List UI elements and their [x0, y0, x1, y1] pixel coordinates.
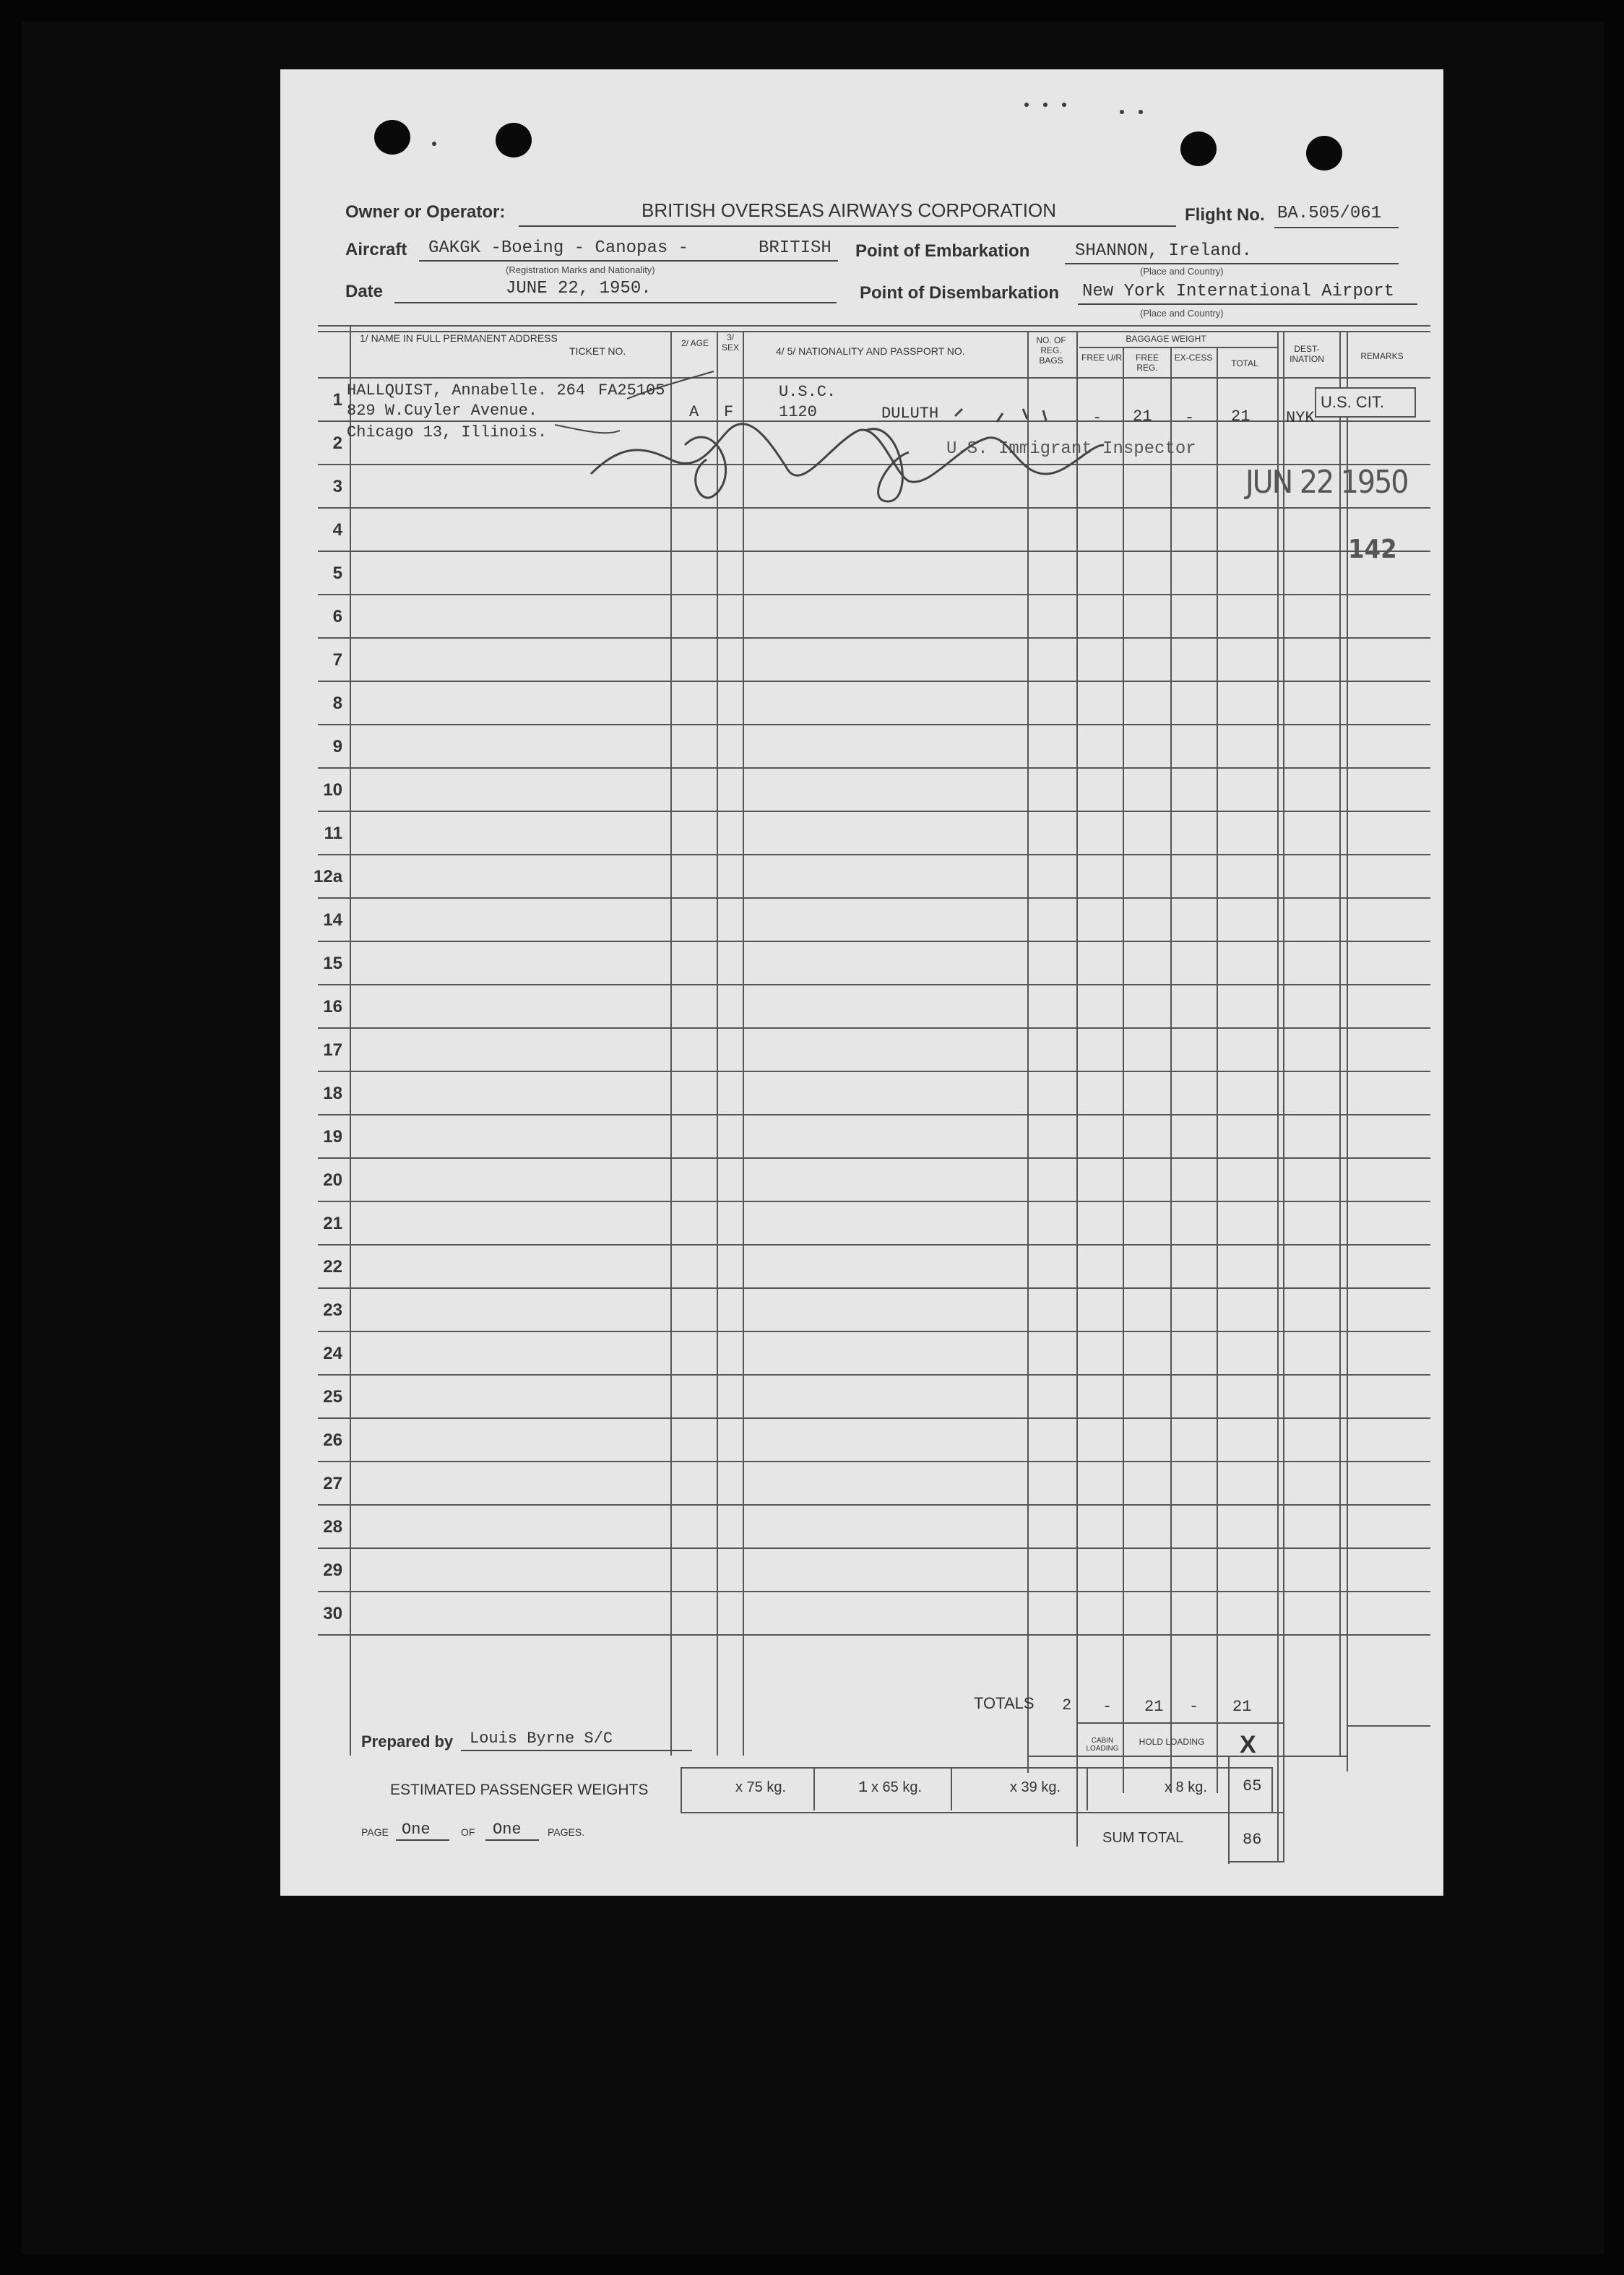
- row-line: [318, 1374, 1430, 1376]
- weight-8: x 8 kg.: [1165, 1779, 1207, 1795]
- header-baggage: BAGGAGE WEIGHT: [1126, 334, 1206, 344]
- row-number: 25: [323, 1387, 342, 1407]
- row-number: 16: [323, 997, 342, 1016]
- prepared-label: Prepared by: [361, 1732, 454, 1751]
- check-mark: X: [1240, 1731, 1256, 1758]
- row-line: [318, 1244, 1430, 1246]
- header-remarks: REMARKS: [1360, 351, 1404, 361]
- row-line: [318, 897, 1430, 899]
- entry-name-line3: Chicago 13, Illinois.: [347, 423, 548, 441]
- row-number: 9: [332, 737, 342, 756]
- row-number: 22: [323, 1257, 342, 1277]
- page-underline: [396, 1839, 449, 1841]
- row-number: 17: [323, 1040, 342, 1060]
- header-sex: 3/ SEX: [721, 332, 739, 353]
- weight-75: x 75 kg.: [735, 1779, 787, 1795]
- header-excess: EX-CESS: [1174, 353, 1213, 363]
- disembark-sub: (Place and Country): [1140, 308, 1224, 319]
- sum-bottom-line: [1228, 1861, 1283, 1862]
- totals-free-reg: 21: [1144, 1698, 1164, 1716]
- row-number: 28: [323, 1517, 342, 1537]
- embark-label: Point of Embarkation: [855, 241, 1030, 261]
- row-number: 7: [332, 650, 342, 670]
- of-underline: [485, 1839, 539, 1841]
- row-line: [318, 941, 1430, 942]
- sum-divider: [1228, 1812, 1283, 1813]
- weight-39: x 39 kg.: [1010, 1779, 1061, 1795]
- entry-nationality: U.S.C.: [779, 383, 837, 401]
- row-number: 29: [323, 1560, 342, 1580]
- row-line: [318, 637, 1430, 639]
- row-line: [318, 811, 1430, 812]
- row-line: [318, 1114, 1430, 1115]
- aircraft-sub: (Registration Marks and Nationality): [506, 264, 655, 275]
- cabin-loading: CABIN LOADING: [1086, 1737, 1119, 1753]
- embark-sub: (Place and Country): [1140, 266, 1224, 277]
- row-line: [318, 1591, 1430, 1592]
- remarks-bottom-line: [1347, 1725, 1430, 1727]
- row-line: [318, 1027, 1430, 1029]
- sum-total-label: SUM TOTAL: [1102, 1830, 1184, 1846]
- totals-bottom-line: [1076, 1722, 1283, 1724]
- stamp-number: 142: [1348, 535, 1397, 564]
- entry-total: 21: [1231, 407, 1251, 426]
- totals-total: 21: [1232, 1698, 1252, 1716]
- row-line: [318, 984, 1430, 985]
- of-label: OF: [461, 1826, 475, 1838]
- weights-divider: [813, 1769, 815, 1810]
- row-line: [318, 1504, 1430, 1506]
- estimated-weights-label: ESTIMATED PASSENGER WEIGHTS: [390, 1782, 649, 1798]
- entry-passport: 1120: [779, 403, 817, 421]
- header-nationality: 4/ 5/ NATIONALITY AND PASSPORT NO.: [776, 345, 965, 357]
- row-number: 30: [323, 1604, 342, 1623]
- header-total: TOTAL: [1231, 358, 1258, 368]
- weight-65: x 65 kg.: [871, 1779, 923, 1795]
- row-line: [318, 1287, 1430, 1289]
- entry-free-ur: -: [1092, 409, 1102, 427]
- entry-free-reg: 21: [1133, 407, 1152, 426]
- entry-passport-place: DULUTH: [881, 405, 939, 423]
- row-number: 18: [323, 1084, 342, 1103]
- entry-name-line1: HALLQUIST, Annabelle. 264: [347, 381, 586, 400]
- row-line: [318, 681, 1430, 682]
- pages-label: PAGES.: [548, 1826, 585, 1838]
- entry-age: A: [689, 403, 699, 421]
- estimated-weight-value: 65: [1243, 1777, 1262, 1795]
- header-name: 1/ NAME IN FULL PERMANENT ADDRESS: [360, 332, 558, 344]
- totals-excess: -: [1189, 1698, 1199, 1716]
- row-line: [318, 1071, 1430, 1072]
- row-number: 21: [323, 1214, 342, 1233]
- row-line: [318, 767, 1430, 769]
- header-destination: DEST-INATION: [1290, 344, 1324, 364]
- hold-loading: HOLD LOADING: [1139, 1737, 1205, 1747]
- owner-label: Owner or Operator:: [345, 202, 506, 222]
- flight-value: BA.505/061: [1277, 204, 1382, 223]
- row-number: 6: [332, 607, 342, 626]
- row-line: [318, 724, 1430, 725]
- row-number: 19: [323, 1127, 342, 1147]
- row-number: 2: [332, 433, 342, 453]
- weight-65-count: 1: [858, 1779, 868, 1797]
- header-age: 2/ AGE: [681, 338, 709, 348]
- prepared-value: Louis Byrne S/C: [470, 1730, 613, 1748]
- row-number: 5: [332, 564, 342, 583]
- entry-ticket: FA25105: [598, 381, 665, 400]
- totals-label: TOTALS: [974, 1694, 1035, 1712]
- row-line: [318, 1461, 1430, 1462]
- row-number: 26: [323, 1430, 342, 1450]
- row-number: 24: [323, 1344, 342, 1363]
- weights-divider: [1228, 1756, 1230, 1864]
- date-value: JUNE 22, 1950.: [506, 279, 652, 298]
- aircraft-value: GAKGK -Boeing - Canopas -: [428, 238, 689, 258]
- row-number: 14: [323, 910, 342, 930]
- entry-excess: -: [1185, 409, 1195, 427]
- row-number: 27: [323, 1474, 342, 1493]
- page-value: One: [402, 1821, 431, 1839]
- row-number: 20: [323, 1170, 342, 1190]
- entry-remarks: U.S. CIT.: [1321, 393, 1385, 411]
- row-number: 23: [323, 1300, 342, 1320]
- aircraft-label: Aircraft: [345, 240, 407, 259]
- row-number: 4: [332, 520, 342, 540]
- passenger-manifest-page: [280, 69, 1443, 1896]
- row-line: [318, 1157, 1430, 1159]
- header-ticket: TICKET NO.: [569, 345, 626, 357]
- row-number: 8: [332, 694, 342, 713]
- owner-value: BRITISH OVERSEAS AIRWAYS CORPORATION: [642, 199, 1057, 221]
- date-stamp: JUN 22 1950: [1245, 464, 1408, 501]
- disembark-value: New York International Airport: [1082, 282, 1395, 301]
- row-line: [318, 854, 1430, 855]
- inspector-stamp: U.S. Immigrant Inspector: [946, 439, 1196, 459]
- row-line: [318, 594, 1430, 595]
- row-line: [318, 1634, 1430, 1636]
- date-label: Date: [345, 282, 384, 301]
- sum-total-value: 86: [1243, 1831, 1262, 1849]
- aircraft-nationality: BRITISH: [759, 238, 832, 258]
- prepared-underline: [461, 1750, 692, 1751]
- disembark-label: Point of Disembarkation: [860, 283, 1060, 303]
- of-value: One: [493, 1821, 522, 1839]
- row-line: [318, 1331, 1430, 1332]
- row-number: 15: [323, 954, 342, 973]
- totals-free-ur: -: [1102, 1698, 1113, 1716]
- row-number: 10: [323, 780, 342, 800]
- row-line: [318, 1417, 1430, 1419]
- row-line: [318, 1547, 1430, 1549]
- entry-destination: NYK: [1286, 409, 1315, 427]
- entry-sex: F: [724, 403, 734, 421]
- embark-value: SHANNON, Ireland.: [1075, 241, 1252, 261]
- totals-line: [1027, 1756, 1347, 1757]
- weights-divider: [951, 1769, 952, 1810]
- row-number: 11: [324, 824, 342, 843]
- row-number: 3: [332, 477, 342, 496]
- row-number: 12a: [314, 867, 343, 886]
- entry-name-line2: 829 W.Cuyler Avenue.: [347, 402, 538, 420]
- weights-divider: [1087, 1769, 1088, 1810]
- totals-bags: 2: [1062, 1696, 1072, 1714]
- header-free-reg: FREE REG.: [1135, 353, 1159, 373]
- page-label: PAGE: [361, 1826, 389, 1838]
- header-bags: NO. OF REG. BAGS: [1036, 335, 1066, 366]
- header-free-ur: FREE U/R: [1081, 353, 1122, 363]
- flight-label: Flight No.: [1185, 205, 1265, 225]
- row-line: [318, 1201, 1430, 1202]
- row-number: 1: [332, 390, 342, 410]
